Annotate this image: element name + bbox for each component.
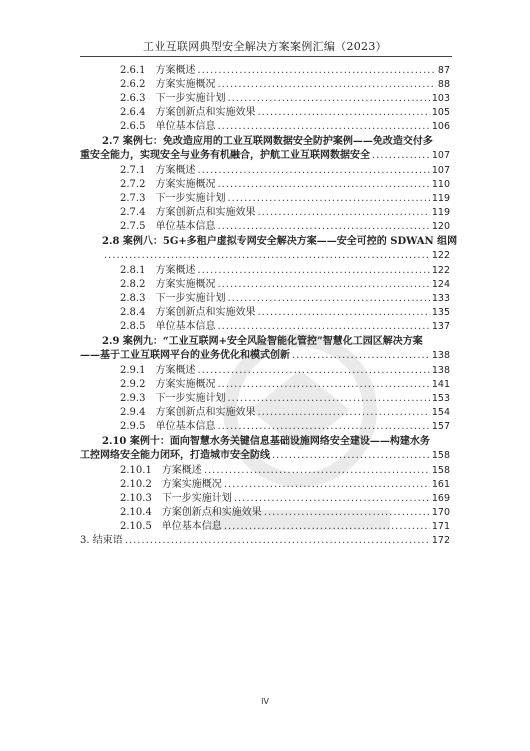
toc-entry[interactable] [120, 420, 450, 434]
toc-entry-page: 157 [431, 421, 450, 432]
toc-entry-page: 124 [431, 279, 450, 290]
toc-entry-page: 119 [431, 207, 450, 218]
toc-entry-label: 2.8.1 方案概述 [120, 265, 196, 276]
toc-leader-dots [227, 192, 429, 206]
toc-leader-dots [257, 206, 429, 220]
toc-entry-page: 119 [431, 193, 450, 204]
toc-section-heading[interactable]: 2.9 案例九：“工业互联网+安全风险智能化管控”智慧化工园区解决方案 [102, 336, 423, 347]
toc-entry-label: 2.7.1 方案概述 [120, 165, 196, 176]
toc-leader-dots [224, 520, 430, 534]
toc-entry[interactable] [120, 478, 450, 492]
toc-entry-page: 107 [431, 150, 450, 161]
page-header-title: 工业互联网典型安全解决方案案例汇编（2023） [143, 40, 387, 53]
toc-entry[interactable] [120, 78, 450, 92]
toc-leader-dots [197, 364, 429, 378]
toc-entry[interactable] [120, 520, 450, 534]
toc-entry[interactable] [120, 292, 450, 306]
toc-entry-page: 158 [431, 465, 450, 476]
toc-leader-dots [227, 292, 429, 306]
toc-section-heading[interactable]: 2.7 案例七：免改造应用的工业互联网数据安全防护案例——免改造交付多 [102, 136, 433, 147]
toc-entry[interactable] [120, 406, 450, 420]
toc-entry-label: 2.8.2 方案实施概况 [120, 279, 216, 290]
toc-leader-dots [227, 392, 429, 406]
toc-section-heading[interactable]: 2.8 案例八：5G+多租户虚拟专网安全解决方案——安全可控的 SDWAN 组网 [102, 236, 458, 247]
toc-entry-page: 170 [431, 507, 450, 518]
toc-entry-label: 2.10.3 下一步实施计划 [120, 493, 232, 504]
toc-entry-label: ——基于工业互联网平台的业务优化和模式创新 [80, 350, 290, 361]
toc-leader-dots [217, 320, 429, 334]
toc-entry-page: 122 [431, 265, 450, 276]
toc-entry-label: 2.6.5 单位基本信息 [120, 121, 216, 132]
toc-entry-label: 2.10.1 方案概述 [120, 465, 202, 476]
toc-entry[interactable] [120, 492, 450, 506]
toc-entry-page: 133 [431, 293, 450, 304]
toc-entry[interactable] [80, 449, 450, 463]
toc-entry-label: 2.6.1 方案概述 [120, 65, 196, 76]
toc-leader-dots [217, 120, 429, 134]
toc-entry-label: 工控网络安全能力闭环，打造城市安全防线 [80, 450, 270, 461]
toc-leader-dots [217, 378, 429, 392]
toc-entry-page: 107 [431, 165, 450, 176]
toc-entry-page: 138 [431, 365, 450, 376]
toc-entry[interactable] [120, 64, 450, 78]
toc-entry-label: 2.9.1 方案概述 [120, 365, 196, 376]
toc-entry[interactable] [120, 464, 450, 478]
toc-leader-dots [257, 306, 429, 320]
toc-leader-dots [217, 220, 429, 234]
toc-entry[interactable] [120, 178, 450, 192]
toc-entry-label: 2.9.2 方案实施概况 [120, 379, 216, 390]
toc-entry[interactable] [120, 106, 450, 120]
toc-entry[interactable] [120, 392, 450, 406]
toc-entry-page: 141 [431, 379, 450, 390]
toc-entry[interactable] [120, 320, 450, 334]
toc-leader-dots [217, 278, 429, 292]
toc-entry[interactable] [120, 278, 450, 292]
toc-entry[interactable] [120, 306, 450, 320]
toc-entry-page: 158 [431, 450, 450, 461]
toc-entry-label: 2.6.4 方案创新点和实施效果 [120, 107, 256, 118]
toc-leader-dots [217, 178, 429, 192]
toc-entry[interactable] [80, 534, 450, 548]
toc-entry-label: 2.8.4 方案创新点和实施效果 [120, 307, 256, 318]
toc-leader-dots [104, 249, 430, 263]
toc-entry-label: 2.9.4 方案创新点和实施效果 [120, 407, 256, 418]
toc-entry[interactable] [120, 506, 450, 520]
toc-entry-label: 2.10.5 单位基本信息 [120, 521, 222, 532]
toc-entry-page: 106 [431, 121, 450, 132]
toc-leader-dots [224, 478, 430, 492]
toc-entry-label: 2.7.2 方案实施概况 [120, 179, 216, 190]
toc-entry-label: 2.8.5 单位基本信息 [120, 321, 216, 332]
toc-entry-page: 120 [431, 221, 450, 232]
toc-entry[interactable] [120, 364, 450, 378]
toc-entry[interactable] [120, 120, 450, 134]
toc-entry-page: 138 [431, 350, 450, 361]
toc-entry[interactable] [80, 149, 450, 163]
toc-entry-label: 2.6.3 下一步实施计划 [120, 93, 226, 104]
toc-entry-page: 137 [431, 321, 450, 332]
toc-leader-dots [197, 164, 429, 178]
toc-leader-dots [217, 78, 435, 92]
toc-entry-page: 103 [431, 93, 450, 104]
toc-entry-page: 172 [431, 535, 450, 546]
toc-leader-dots [264, 506, 430, 520]
toc-entry-page: 105 [431, 107, 450, 118]
toc-leader-dots [292, 349, 430, 363]
toc-entry-page: 154 [431, 407, 450, 418]
toc-entry-page: 110 [431, 179, 450, 190]
toc-leader-dots [257, 406, 429, 420]
toc-entry-label: 2.8.3 下一步实施计划 [120, 293, 226, 304]
toc-entry-label: 2.6.2 方案实施概况 [120, 79, 216, 90]
toc-entry-label: 2.9.5 单位基本信息 [120, 421, 216, 432]
toc-entry[interactable] [120, 164, 450, 178]
toc-entry-label: 2.9.3 下一步实施计划 [120, 393, 226, 404]
toc-leader-dots [197, 64, 435, 78]
header-divider [80, 56, 452, 57]
toc-entry-page: 87 [437, 65, 450, 76]
toc-entry[interactable] [120, 206, 450, 220]
page-number: IV [261, 697, 269, 706]
toc-leader-dots [217, 420, 429, 434]
toc-entry[interactable] [120, 264, 450, 278]
toc-entry[interactable] [80, 349, 450, 363]
toc-entry[interactable] [120, 92, 450, 106]
toc-entry-label: 重安全能力，实现安全与业务有机融合，护航工业互联网数据安全 [80, 150, 370, 161]
toc-entry-label: 2.7.4 方案创新点和实施效果 [120, 207, 256, 218]
toc-entry-page: 161 [431, 479, 450, 490]
toc-section-heading[interactable]: 2.10 案例十：面向智慧水务关键信息基础设施网络安全建设——构建水务 [102, 436, 430, 447]
toc-leader-dots [204, 464, 430, 478]
toc-entry-label: 2.7.5 单位基本信息 [120, 221, 216, 232]
toc-leader-dots [234, 492, 430, 506]
toc-entry-label: 2.7.3 下一步实施计划 [120, 193, 226, 204]
toc-entry-page: 88 [437, 79, 450, 90]
toc-entry[interactable] [120, 192, 450, 206]
toc-entry-label: 2.10.2 方案实施概况 [120, 479, 222, 490]
toc-entry-page: 171 [431, 521, 450, 532]
toc-entry-page: 153 [431, 393, 450, 404]
toc-entry[interactable] [102, 249, 450, 263]
toc-leader-dots [197, 264, 429, 278]
toc-entry-label: 2.10.4 方案创新点和实施效果 [120, 507, 262, 518]
toc-leader-dots [125, 534, 430, 548]
toc-leader-dots [272, 449, 430, 463]
toc-leader-dots [227, 92, 429, 106]
toc-entry-page: 135 [431, 307, 450, 318]
toc-entry-page: 122 [431, 250, 450, 261]
toc-entry-label: 3. 结束语 [80, 535, 123, 546]
toc-entry-page: 169 [431, 493, 450, 504]
toc-leader-dots [257, 106, 429, 120]
toc-leader-dots [372, 149, 430, 163]
toc-entry[interactable] [120, 220, 450, 234]
toc-entry[interactable] [120, 378, 450, 392]
